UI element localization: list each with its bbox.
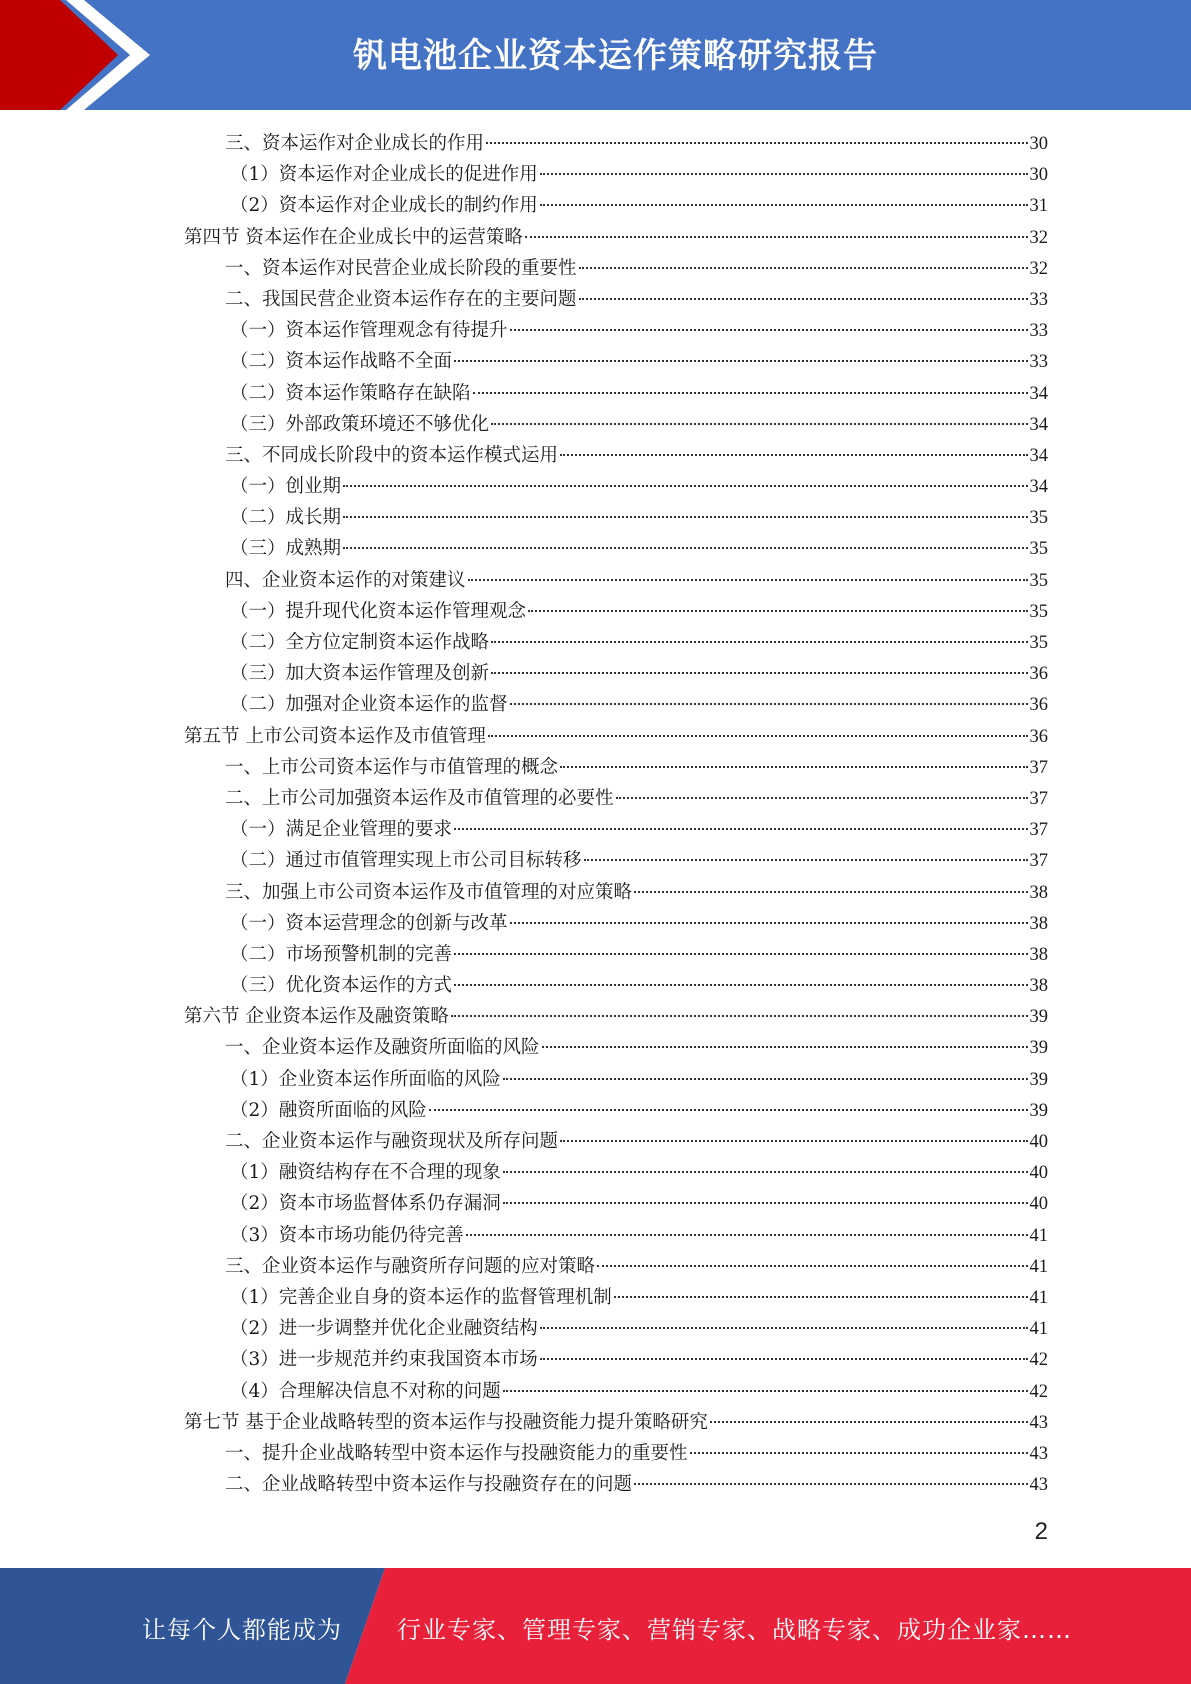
toc-entry[interactable]: [184, 253, 1048, 284]
toc-entry[interactable]: [184, 596, 1048, 627]
toc-dot-leader: [540, 204, 1028, 206]
toc-dot-leader: [454, 984, 1027, 986]
toc-entry[interactable]: [184, 845, 1048, 876]
toc-entry-title: （2）进一步调整并优化企业融资结构: [230, 1318, 538, 1340]
toc-entry[interactable]: [184, 222, 1048, 253]
toc-entry-page: 40: [1029, 1194, 1048, 1215]
toc-entry-page: 43: [1029, 1443, 1048, 1464]
toc-entry-page: 41: [1029, 1287, 1048, 1308]
toc-dot-leader: [491, 672, 1027, 674]
toc-entry-title: 三、加强上市公司资本运作及市值管理的对应策略: [225, 881, 633, 903]
toc-entry[interactable]: [184, 1032, 1048, 1063]
toc-entry-page: 37: [1029, 851, 1048, 872]
toc-entry[interactable]: [184, 1064, 1048, 1095]
toc-entry[interactable]: [184, 1126, 1048, 1157]
toc-dot-leader: [429, 1109, 1028, 1111]
toc-entry[interactable]: [184, 471, 1048, 502]
toc-entry-page: 31: [1029, 196, 1048, 217]
toc-entry-title: （二）资本运作战略不全面: [230, 351, 453, 373]
toc-entry[interactable]: [184, 346, 1048, 377]
toc-dot-leader: [343, 547, 1027, 549]
toc-entry-title: （1）融资结构存在不合理的现象: [230, 1162, 501, 1184]
toc-dot-leader: [540, 173, 1028, 175]
toc-entry-title: （二）成长期: [230, 507, 342, 529]
toc-entry[interactable]: [184, 565, 1048, 596]
toc-entry[interactable]: [184, 1157, 1048, 1188]
toc-entry-title: 一、企业资本运作及融资所面临的风险: [225, 1037, 540, 1059]
toc-entry-title: （三）加大资本运作管理及创新: [230, 663, 490, 685]
toc-entry-page: 41: [1029, 1319, 1048, 1340]
toc-dot-leader: [491, 641, 1027, 643]
toc-dot-leader: [584, 859, 1028, 861]
toc-entry-title: （1）资本运作对企业成长的促进作用: [230, 164, 538, 186]
toc-entry-page: 36: [1029, 664, 1048, 685]
toc-entry[interactable]: [184, 970, 1048, 1001]
toc-entry-title: （3）进一步规范并约束我国资本市场: [230, 1349, 538, 1371]
toc-entry-title: 一、提升企业战略转型中资本运作与投融资能力的重要性: [225, 1442, 688, 1464]
toc-dot-leader: [614, 1296, 1028, 1298]
toc-dot-leader: [540, 1358, 1028, 1360]
toc-entry-title: （一）资本运营理念的创新与改革: [230, 912, 508, 934]
toc-dot-leader: [616, 797, 1028, 799]
toc-entry-title: 三、不同成长阶段中的资本运作模式运用: [225, 444, 559, 466]
toc-dot-leader: [560, 1140, 1027, 1142]
toc-entry-page: 42: [1029, 1350, 1048, 1371]
toc-dot-leader: [486, 142, 1027, 144]
toc-dot-leader: [579, 298, 1028, 300]
report-title: 钒电池企业资本运作策略研究报告: [353, 36, 878, 76]
footer-slogan-right: 行业专家、管理专家、营销专家、战略专家、成功企业家……: [397, 1616, 1072, 1644]
page-number: 2: [1034, 1518, 1048, 1545]
toc-entry-title: 二、我国民营企业资本运作存在的主要问题: [225, 288, 577, 310]
toc-entry[interactable]: [184, 533, 1048, 564]
toc-dot-leader: [503, 1078, 1028, 1080]
toc-entry-title: 三、资本运作对企业成长的作用: [225, 133, 485, 154]
toc-entry-title: （二）全方位定制资本运作战略: [230, 632, 490, 653]
toc-entry-page: 33: [1029, 289, 1048, 310]
toc-dot-leader: [343, 485, 1027, 487]
table-of-contents: [184, 128, 1048, 1500]
toc-entry-title: 第六节 企业资本运作及融资策略: [184, 1006, 449, 1028]
toc-dot-leader: [510, 703, 1028, 705]
toc-entry-page: 30: [1029, 134, 1048, 154]
toc-entry-page: 43: [1029, 1412, 1048, 1433]
toc-entry[interactable]: [184, 908, 1048, 939]
toc-entry-page: 34: [1029, 414, 1048, 435]
toc-dot-leader: [525, 236, 1028, 238]
toc-entry[interactable]: [184, 783, 1048, 814]
toc-entry-title: （3）资本市场功能仍待完善: [230, 1224, 464, 1246]
toc-entry-title: （一）资本运作管理观念有待提升: [230, 320, 508, 342]
toc-entry-title: 四、企业资本运作的对策建议: [225, 569, 466, 591]
toc-entry-title: （2）融资所面临的风险: [230, 1099, 427, 1121]
toc-entry-title: 第四节 资本运作在企业成长中的运营策略: [184, 226, 523, 248]
toc-dot-leader: [540, 1327, 1028, 1329]
toc-entry[interactable]: [184, 502, 1048, 533]
toc-entry-page: 39: [1029, 1038, 1048, 1059]
toc-dot-leader: [466, 1234, 1028, 1236]
toc-dot-leader: [454, 828, 1027, 830]
toc-entry-page: 39: [1029, 1100, 1048, 1121]
toc-dot-leader: [560, 454, 1027, 456]
toc-entry-page: 35: [1029, 508, 1048, 529]
toc-entry-title: 第七节 基于企业战略转型的资本运作与投融资能力提升策略研究: [184, 1411, 708, 1433]
toc-entry[interactable]: [184, 939, 1048, 970]
toc-entry-page: 34: [1029, 383, 1048, 404]
toc-entry-page: 39: [1029, 1007, 1048, 1028]
report-header: [0, 0, 1191, 110]
toc-entry-title: （一）满足企业管理的要求: [230, 819, 453, 841]
toc-dot-leader: [634, 891, 1027, 893]
toc-entry-page: 38: [1029, 913, 1048, 934]
toc-entry-page: 39: [1029, 1069, 1048, 1090]
toc-dot-leader: [710, 1421, 1028, 1423]
toc-entry[interactable]: [184, 1282, 1048, 1313]
toc-dot-leader: [473, 392, 1028, 394]
toc-dot-leader: [579, 267, 1028, 269]
toc-entry-page: 41: [1029, 1256, 1048, 1277]
toc-entry[interactable]: [184, 128, 1048, 159]
toc-entry[interactable]: [184, 409, 1048, 440]
toc-entry-title: （一）创业期: [230, 476, 342, 498]
toc-entry-title: 一、资本运作对民营企业成长阶段的重要性: [225, 257, 577, 279]
toc-entry[interactable]: [184, 814, 1048, 845]
toc-entry[interactable]: [184, 721, 1048, 752]
toc-entry-page: 36: [1029, 695, 1048, 716]
toc-entry-title: （二）通过市值管理实现上市公司目标转移: [230, 850, 582, 872]
toc-entry[interactable]: [184, 1313, 1048, 1344]
toc-entry-title: （4）合理解决信息不对称的问题: [230, 1380, 501, 1402]
toc-dot-leader: [468, 579, 1028, 581]
toc-entry-page: 42: [1029, 1381, 1048, 1402]
toc-entry-title: （1）完善企业自身的资本运作的监督管理机制: [230, 1286, 612, 1308]
toc-entry-title: 一、上市公司资本运作与市值管理的概念: [225, 756, 559, 778]
toc-dot-leader: [542, 1046, 1028, 1048]
toc-entry-title: （一）提升现代化资本运作管理观念: [230, 600, 527, 622]
toc-entry-page: 32: [1029, 227, 1048, 248]
toc-entry-title: 二、上市公司加强资本运作及市值管理的必要性: [225, 787, 614, 809]
toc-dot-leader: [597, 1265, 1027, 1267]
toc-entry[interactable]: [184, 1095, 1048, 1126]
toc-dot-leader: [454, 953, 1027, 955]
toc-entry-title: （二）资本运作策略存在缺陷: [230, 382, 471, 404]
toc-entry-title: （1）企业资本运作所面临的风险: [230, 1068, 501, 1090]
footer-slogan-left: 让每个人都能成为: [142, 1616, 342, 1644]
toc-entry[interactable]: [184, 1220, 1048, 1251]
toc-entry-page: 43: [1029, 1475, 1048, 1496]
toc-dot-leader: [488, 735, 1028, 737]
toc-entry-title: 第五节 上市公司资本运作及市值管理: [184, 725, 486, 747]
toc-dot-leader: [560, 766, 1027, 768]
footer-banner: [0, 1568, 1191, 1684]
toc-entry-page: 33: [1029, 352, 1048, 373]
toc-entry-page: 38: [1029, 976, 1048, 997]
toc-entry[interactable]: [184, 440, 1048, 471]
toc-entry-page: 35: [1029, 570, 1048, 591]
toc-entry[interactable]: [184, 315, 1048, 346]
toc-dot-leader: [454, 360, 1027, 362]
toc-entry-page: 35: [1029, 601, 1048, 622]
toc-entry[interactable]: [184, 1376, 1048, 1407]
toc-dot-leader: [510, 922, 1028, 924]
toc-entry[interactable]: [184, 284, 1048, 315]
toc-entry-page: 34: [1029, 445, 1048, 466]
toc-dot-leader: [528, 610, 1027, 612]
toc-entry-title: 二、企业资本运作与融资现状及所存问题: [225, 1131, 559, 1152]
toc-entry-page: 35: [1029, 539, 1048, 560]
toc-entry[interactable]: [184, 1188, 1048, 1219]
toc-dot-leader: [503, 1202, 1028, 1204]
toc-dot-leader: [503, 1171, 1028, 1173]
toc-entry-page: 38: [1029, 944, 1048, 965]
toc-entry-title: （2）资本市场监督体系仍存漏洞: [230, 1193, 501, 1215]
toc-entry[interactable]: [184, 689, 1048, 720]
toc-entry[interactable]: [184, 1001, 1048, 1032]
toc-entry-page: 37: [1029, 820, 1048, 841]
toc-entry-page: 33: [1029, 321, 1048, 342]
toc-entry-title: （三）外部政策环境还不够优化: [230, 413, 490, 435]
toc-entry[interactable]: [184, 658, 1048, 689]
toc-entry[interactable]: [184, 378, 1048, 409]
toc-dot-leader: [343, 516, 1027, 518]
toc-entry-page: 38: [1029, 882, 1048, 903]
toc-dot-leader: [503, 1390, 1028, 1392]
toc-entry-title: （三）成熟期: [230, 538, 342, 560]
toc-entry-page: 36: [1029, 726, 1048, 747]
toc-entry[interactable]: [184, 190, 1048, 221]
toc-entry-title: （二）加强对企业资本运作的监督: [230, 694, 508, 716]
toc-entry-page: 40: [1029, 1163, 1048, 1184]
toc-entry[interactable]: [184, 159, 1048, 190]
toc-entry-page: 37: [1029, 757, 1048, 778]
toc-entry-title: （2）资本运作对企业成长的制约作用: [230, 195, 538, 217]
toc-dot-leader: [634, 1483, 1027, 1485]
toc-dot-leader: [451, 1015, 1028, 1017]
toc-entry-title: 三、企业资本运作与融资所存问题的应对策略: [225, 1255, 596, 1277]
toc-entry[interactable]: [184, 752, 1048, 783]
toc-entry-page: 32: [1029, 258, 1048, 279]
toc-entry[interactable]: [184, 1438, 1048, 1469]
toc-entry[interactable]: [184, 877, 1048, 908]
toc-entry-page: 30: [1029, 165, 1048, 186]
toc-entry-title: 二、企业战略转型中资本运作与投融资存在的问题: [225, 1474, 633, 1496]
toc-entry-page: 34: [1029, 477, 1048, 498]
toc-entry-title: （二）市场预警机制的完善: [230, 943, 453, 965]
toc-entry-page: 41: [1029, 1225, 1048, 1246]
toc-dot-leader: [690, 1452, 1028, 1454]
toc-entry[interactable]: [184, 1469, 1048, 1500]
toc-dot-leader: [491, 423, 1027, 425]
toc-entry[interactable]: [184, 627, 1048, 658]
toc-entry[interactable]: [184, 1407, 1048, 1438]
toc-entry-title: （三）优化资本运作的方式: [230, 975, 453, 997]
toc-entry[interactable]: [184, 1344, 1048, 1375]
toc-entry[interactable]: [184, 1251, 1048, 1282]
toc-dot-leader: [510, 329, 1028, 331]
toc-entry-page: 37: [1029, 788, 1048, 809]
toc-entry-page: 35: [1029, 633, 1048, 653]
toc-entry-page: 40: [1029, 1132, 1048, 1152]
